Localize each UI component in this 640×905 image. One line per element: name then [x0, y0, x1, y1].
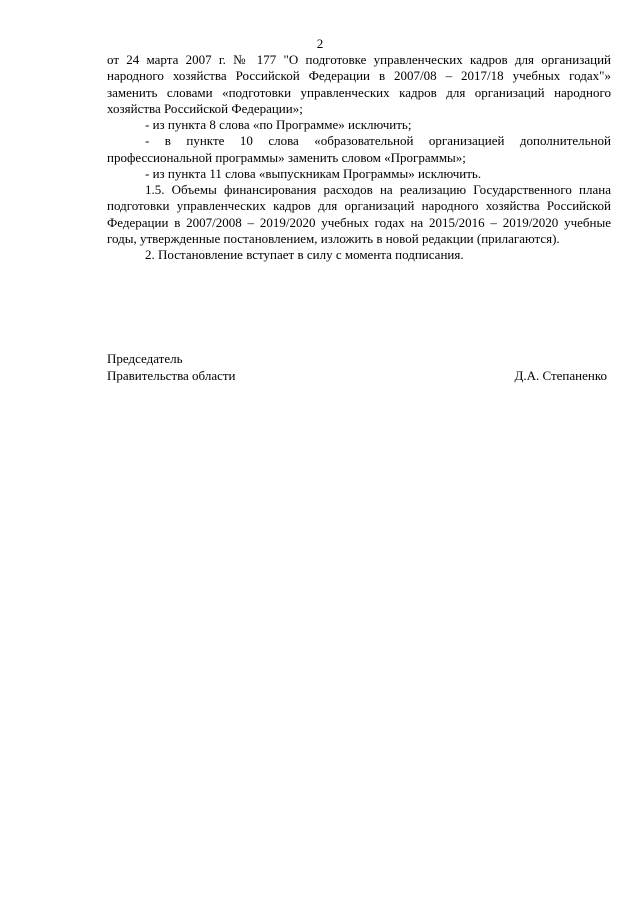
signatory-title-line1: Председатель: [107, 351, 183, 366]
paragraph-2: 2. Постановление вступает в силу с момента подписания.: [145, 247, 464, 262]
paragraph-item-11: - из пункта 11 слова «выпускникам Программы» исключить.: [145, 165, 482, 181]
signature-row: [107, 367, 607, 384]
paragraph-item-10: - в пункте 10 слова «образовательной организацией дополнительной профессиональной программы» заменить словом «Программы»;: [107, 133, 611, 165]
signatory-name: Д.А. Степаненко: [514, 368, 607, 383]
paragraph-1-5: 1.5. Объемы финансирования расходов на реализацию Государственного плана подготовки управленческих кадров для организаций народного хозяйства Российской Федерации в 2007/2008 – 2019/2020 учебных годах на 2015/2016 – 2019/2020 учебные годы, утвержденные постановлением, изложить в новой редакции (прилагаются).: [107, 182, 611, 246]
signatory-title-line2: Правительства области: [107, 368, 236, 383]
paragraph-continuation: от 24 марта 2007 г. № 177 "О подготовке управленческих кадров для организаций народного хозяйства Российской Федерации в 2007/08 – 2017/18 учебных годах"» заменить словами «подготовки управленческих кадров для организаций народного хозяйства Российской Федерации»;: [107, 52, 611, 116]
signature-block: [107, 350, 607, 384]
document-body: [107, 52, 611, 263]
page-number: 2: [316, 36, 324, 51]
paragraph-item-8: - из пункта 8 слова «по Программе» исключить;: [145, 117, 412, 132]
